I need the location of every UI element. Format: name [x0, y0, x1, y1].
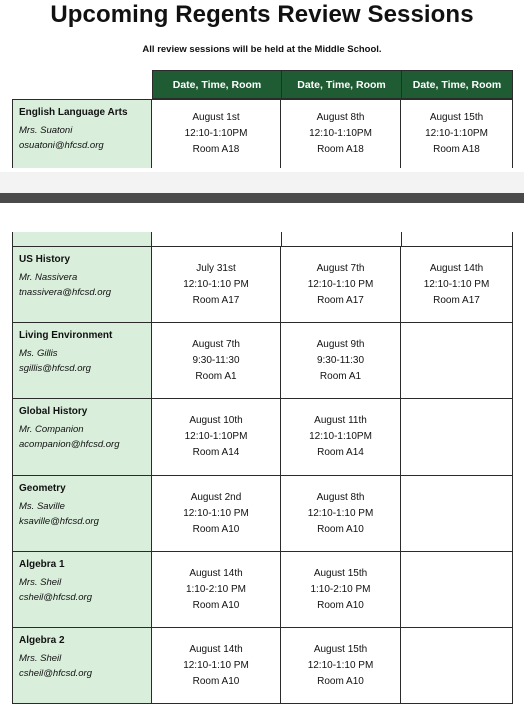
- teacher-email: csheil@hfcsd.org: [19, 668, 93, 679]
- session-date: August 7th: [316, 262, 365, 274]
- session-cell: [281, 628, 401, 703]
- session-cell-empty: [401, 323, 513, 398]
- subject-cell: [12, 247, 152, 322]
- page-title: Upcoming Regents Review Sessions: [50, 1, 474, 28]
- session-time: 12:10-1:10PM: [184, 128, 248, 139]
- session-cell: [281, 100, 401, 168]
- column-header-2: Date, Time, Room: [281, 70, 402, 99]
- session-cell: [152, 628, 281, 703]
- session-time: 1:10-2:10 PM: [185, 583, 247, 595]
- session-time: 12:10-1:10 PM: [183, 659, 249, 671]
- teacher-name: Mrs. Sheil: [19, 653, 62, 664]
- page-subtitle: All review sessions will be held at the Middle School.: [142, 44, 382, 55]
- session-room: Room A17: [317, 294, 364, 306]
- subject-cell: [12, 476, 152, 551]
- session-time: 12:10-1:10 PM: [423, 278, 490, 290]
- table-row: [12, 552, 513, 627]
- session-date: August 8th: [316, 491, 365, 503]
- page-break: [0, 172, 524, 194]
- session-time: 12:10-1:10 PM: [307, 507, 374, 519]
- table-row: [12, 247, 513, 322]
- teacher-email: acompanion@hfcsd.org: [19, 439, 120, 450]
- subject-name: Global History: [19, 406, 88, 417]
- session-date: August 2nd: [190, 491, 242, 503]
- session-time: 12:10-1:10PM: [184, 431, 248, 442]
- subject-name: Algebra 2: [19, 635, 65, 646]
- session-room: Room A17: [192, 294, 240, 306]
- column-header-1: Date, Time, Room: [152, 70, 282, 99]
- session-time: 12:10-1:10 PM: [183, 278, 249, 290]
- session-cell: [281, 476, 401, 551]
- session-room: Room A14: [317, 447, 364, 458]
- session-cell-empty: [401, 476, 513, 551]
- teacher-name: Mr. Nassivera: [19, 272, 78, 283]
- session-date: August 11th: [314, 415, 367, 426]
- session-time: 12:10-1:10 PM: [183, 507, 249, 519]
- session-cell: [152, 552, 281, 627]
- session-room: Room A10: [317, 599, 364, 611]
- session-time: 12:10-1:10PM: [309, 431, 372, 442]
- subject-cell: [12, 552, 152, 627]
- teacher-name: Ms. Gillis: [19, 348, 58, 359]
- session-time: 9:30-11:30: [192, 354, 240, 366]
- session-cell: [281, 399, 401, 475]
- session-cell: [152, 476, 281, 551]
- session-date: August 14th: [189, 567, 243, 579]
- session-cell-empty: [401, 552, 513, 627]
- subject-column-stub: [12, 232, 152, 246]
- session-room: Room A10: [317, 523, 364, 535]
- page-break-bar: [0, 193, 524, 203]
- session-cell-empty: [401, 628, 513, 703]
- teacher-name: Mrs. Suatoni: [19, 125, 73, 136]
- teacher-name: Mr. Companion: [19, 424, 84, 435]
- subject-name: Algebra 1: [19, 559, 65, 570]
- session-room: Room A18: [433, 144, 480, 155]
- subject-cell: [12, 399, 152, 475]
- table-border: [401, 232, 402, 246]
- session-time: 12:10-1:10 PM: [307, 278, 374, 290]
- session-time: 12:10-1:10PM: [309, 128, 372, 139]
- teacher-email: osuatoni@hfcsd.org: [19, 140, 104, 151]
- session-date: August 7th: [192, 338, 240, 350]
- subject-cell: [12, 100, 152, 168]
- session-time: 1:10-2:10 PM: [310, 583, 371, 595]
- table-border: [12, 703, 513, 704]
- session-cell-empty: [401, 399, 513, 475]
- session-room: Room A10: [192, 523, 240, 535]
- subject-cell: [12, 323, 152, 398]
- teacher-name: Mrs. Sheil: [19, 577, 62, 588]
- table-border: [281, 232, 282, 246]
- subject-name: Geometry: [19, 483, 66, 494]
- table-border: [512, 232, 513, 246]
- session-cell: [152, 100, 281, 168]
- teacher-email: ksaville@hfcsd.org: [19, 516, 99, 527]
- table-row: [12, 476, 513, 551]
- session-date: August 15th: [429, 112, 484, 123]
- session-date: August 14th: [429, 262, 484, 274]
- table-row: [12, 399, 513, 475]
- session-date: August 9th: [316, 338, 365, 350]
- session-room: Room A10: [192, 675, 240, 687]
- session-cell: [401, 247, 513, 322]
- session-time: 12:10-1:10PM: [425, 128, 488, 139]
- session-cell: [281, 247, 401, 322]
- teacher-email: tnassivera@hfcsd.org: [19, 287, 112, 298]
- session-cell: [152, 247, 281, 322]
- teacher-email: csheil@hfcsd.org: [19, 592, 93, 603]
- session-room: Room A10: [317, 675, 364, 687]
- column-header-3: Date, Time, Room: [401, 70, 513, 99]
- session-cell: [281, 323, 401, 398]
- session-cell: [281, 552, 401, 627]
- teacher-name: Ms. Saville: [19, 501, 65, 512]
- subject-name: English Language Arts: [19, 107, 128, 118]
- table-row: [12, 100, 513, 168]
- session-room: Room A17: [433, 294, 480, 306]
- table-row: [12, 323, 513, 398]
- subject-cell: [12, 628, 152, 703]
- session-cell: [152, 399, 281, 475]
- session-room: Room A10: [192, 599, 240, 611]
- session-date: August 15th: [313, 643, 368, 655]
- session-date: August 8th: [316, 112, 365, 123]
- session-date: August 1st: [192, 112, 240, 123]
- table-border: [151, 232, 152, 246]
- table-row: [12, 628, 513, 703]
- subject-name: US History: [19, 254, 71, 265]
- session-date: August 14th: [189, 643, 243, 655]
- session-cell: [401, 100, 513, 168]
- session-room: Room A1: [319, 370, 362, 382]
- subject-name: Living Environment: [19, 330, 113, 341]
- session-room: Room A14: [192, 447, 240, 458]
- teacher-email: sgillis@hfcsd.org: [19, 363, 91, 374]
- session-date: July 31st: [196, 262, 236, 274]
- session-time: 9:30-11:30: [316, 354, 365, 366]
- session-date: August 15th: [313, 567, 368, 579]
- session-time: 12:10-1:10 PM: [307, 659, 374, 671]
- session-cell: [152, 323, 281, 398]
- session-room: Room A18: [317, 144, 364, 155]
- session-room: Room A1: [195, 370, 237, 382]
- session-date: August 10th: [189, 415, 243, 426]
- session-room: Room A18: [192, 144, 240, 155]
